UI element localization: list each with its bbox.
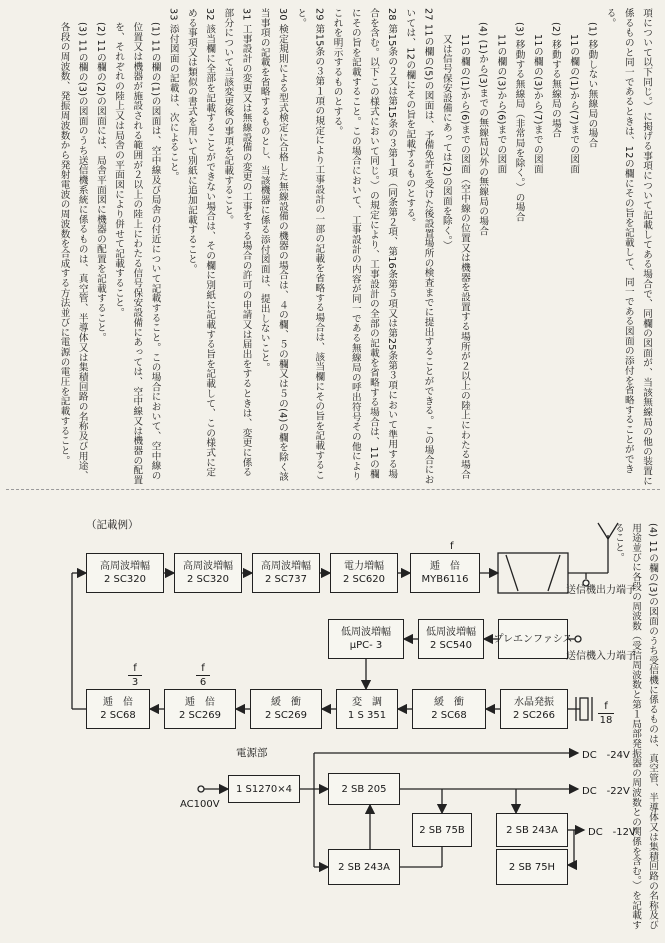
tx-input-label: 送信機入力端子 [566, 651, 636, 662]
paragraph: (2) 11の欄の(2)の図面には、局舎平面図に機器の配置を記載すること。 [94, 22, 106, 343]
divider [6, 489, 660, 490]
dc-22v-label: DC -22V [582, 786, 630, 797]
multiplier-left-block: 逓 倍 2 SC68 [86, 689, 150, 729]
power-section-label: 電源部 [236, 747, 268, 759]
paragraph: (2) 移動する無線局の場合 [549, 22, 561, 139]
hf-amp-1-block: 高周波増幅 2 SC320 [86, 553, 164, 593]
freq-divisor-f6: f 6 [196, 663, 210, 688]
dc-24v-label: DC -24V [582, 750, 630, 761]
power-amp-block: 電力増幅 2 SC620 [330, 553, 398, 593]
paragraph: (1) 移動しない無線局の場合 [586, 22, 598, 148]
lf-amp-1-block: 低周波増幅 μPC- 3 [328, 619, 404, 659]
regulator-2sb75h-block: 2 SB 75H [496, 849, 568, 885]
block-diagram [0, 495, 665, 943]
paragraph: 項について以下同じ。）に掲げる事項について記載してある場合で、同欄の図面が、当該無線局の他の装置に係るものと同一であるときは、12の欄にその旨を記載して、同一である図面の添付を省略することができる。 [604, 8, 652, 486]
regulator-2sb243a-right-block: 2 SB 243A [496, 813, 568, 847]
modulator-block: 変 調 1 S 351 [336, 689, 398, 729]
regulator-2sb243a-bottom-block: 2 SB 243A [328, 849, 400, 885]
hf-amp-3-block: 高周波増幅 2 SC737 [252, 553, 320, 593]
paragraph: 11の欄の(1)から(7)までの図面 [568, 34, 580, 174]
buffer-1-block: 緩 衝 2 SC269 [250, 689, 322, 729]
paragraph: 32 該当欄に全部を記載することができない場合は、その欄に別紙に記載する旨を記載して、この様式に定める事項又は類似の書式を用いて別紙に追加記載すること。 [185, 8, 216, 478]
multiplier-mid-block: 逓 倍 2 SC269 [164, 689, 236, 729]
paragraph: 31 工事設計の変更又は無線設備の変更の工事をする場合の許可の申請又は届出をするときは、変更に係る部分について当該変更後の事項を記載すること。 [222, 8, 252, 478]
paragraph: 11の欄の(3)から(7)までの図面 [531, 34, 543, 174]
example-title: （記載例） [86, 519, 139, 531]
freq-divisor-f3: f 3 [128, 663, 142, 688]
notes-text-block [7, 8, 655, 486]
crystal-oscillator-block: 水晶発振 2 SC266 [500, 689, 568, 729]
paragraph: 29 第15条の３第１項の規定により工事設計の一部の記載を省略する場合は、該当欄にその旨を記載すること。 [295, 8, 325, 480]
regulator-2sb205-block: 2 SB 205 [328, 773, 400, 805]
pre-emphasis-block: プレエンファシス [498, 619, 568, 659]
rectifier-block: 1 S1270×4 [228, 775, 300, 803]
paragraph: (4) (1)から(3)までの無線局以外の無線局の場合 [477, 22, 489, 236]
buffer-2-block: 緩 衝 2 SC68 [412, 689, 486, 729]
multiplier-top-block: 逓 倍 MYB6116 [410, 553, 480, 593]
hf-amp-2-block: 高周波増幅 2 SC320 [174, 553, 242, 593]
paragraph: (3) 移動する無線局（非常局を除く。）の場合 [513, 22, 525, 222]
paragraph: 11の欄の(1)から(6)までの図面（空中線の位置又は機器を設置する場所が２以上の陸上にわたる場合又は信号保安設備にあっては(2)の図面を除く。） [440, 34, 470, 480]
dc-12v-label: DC -12V [588, 827, 636, 838]
paragraph: 30 検定規則による型式検定に合格した無線設備の機器の場合は、４の欄、５の欄又は５の(4)の欄を除く該当事項の記載を省略するものとし、当該機器に係る添付図面は、提出しないこと。 [258, 8, 288, 482]
paragraph: 33 添付図面の記載は、次によること。 [167, 8, 179, 182]
note-4: (4) 11の欄の(3)の図面のうち受信機に係るものは、真空管、半導体又は集積回路の名称及び用途並びに各段の周波数（受信周波数と第１局部発振器の周波数との関係を含む。）を記載すること。 [613, 523, 658, 930]
paragraph: (3) 11の欄の(3)の図面のうち送信機系統に係るものは、真空管、半導体又は集積回路の名称及び用途、各段の周波数、発振周波数から発射電波の周波数を合成する方法並びに電源の電圧を記載すること。 [58, 22, 88, 481]
ac-input-label: AC100V [180, 799, 220, 810]
paragraph: (1) 11の欄の(1)の図面は、空中線及び局舎の付近について記載すること。この場合において、空中線の位置又は機器が施設される範囲が２以上の陸上にわたる信号保安設備にあっては、空中線又は機器の配置を、それぞれの陸上又は局舎の平面図により併せて記載すること。 [113, 22, 161, 485]
lf-amp-2-block: 低周波増幅 2 SC540 [418, 619, 484, 659]
freq-divisor-f18: f 18 [599, 701, 613, 726]
paragraph: 11の欄の(3)から(6)までの図面 [495, 34, 507, 174]
paragraph: 28 第15条の２又は第15条の３第１項（同条第２項、第16条第５項又は第25条第３項において準用する場合を含む。以下この様式において同じ。）の規定により、工事設計の全部の記載を省略する場合は、11の欄にその旨を記載すること。この場合において、工事設計の内容が同一である無線局の呼出符号その他によりこれを明示するものとする。 [331, 8, 398, 481]
regulator-2sb75b-block: 2 SB 75B [412, 813, 472, 847]
paragraph: 27 11の欄の(5)の図面は、予備免許を受けた後設置場所の検査までに提出することができる。この場合においては、12の欄にその旨を記載するものとする。 [404, 8, 434, 485]
tx-output-label: 送信機出力端子 [566, 585, 636, 596]
freq-label-top: f [450, 541, 454, 552]
